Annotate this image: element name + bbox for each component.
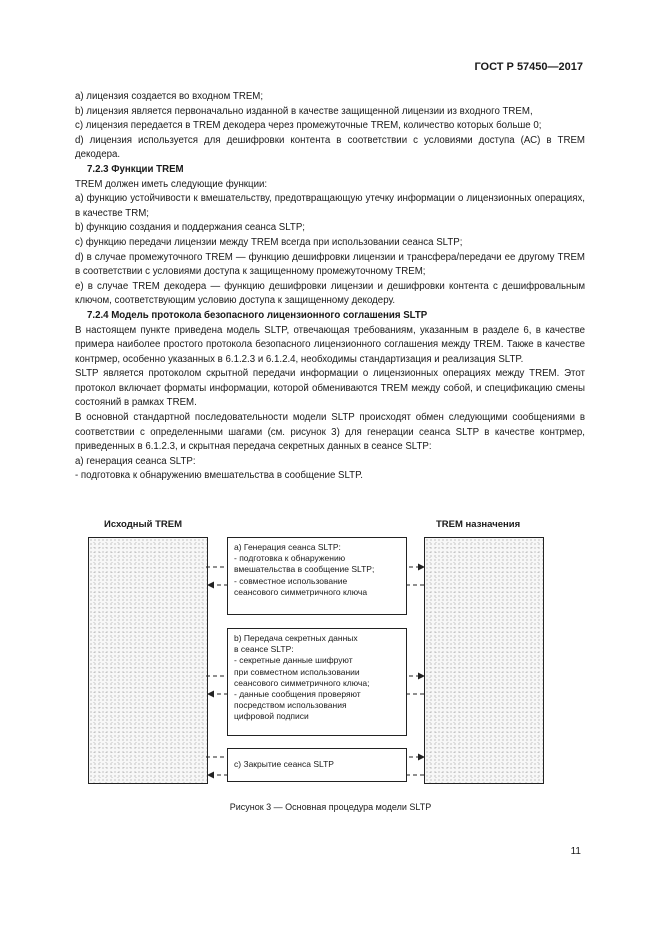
paragraph: с) лицензия передается в TREM декодера через промежуточные TREM, количество которых больше 0; xyxy=(75,120,542,132)
message-b-box: b) Передача секретных данных в сеансе SLTP: - секретные данные шифруют при совместном использовании сеансового симметричного ключа; - данные сообщения проверяют посредством использования цифровой подписи xyxy=(227,628,407,736)
paragraph: - подготовка к обнаружению вмешательства в сообщение SLTP. xyxy=(75,470,363,482)
paragraph: а) генерация сеанса SLTP: xyxy=(75,455,196,467)
paragraph: а) функцию устойчивости к вмешательству, предотвращающую утечку информации о лицензионных операциях, в качестве TRM; xyxy=(75,193,585,219)
section-heading-7-2-3: 7.2.3 Функции TREM xyxy=(87,163,184,175)
paragraph: В настоящем пункте приведена модель SLTP, отвечающая требованиям, указанным в разделе 6, в качестве примера наиболее простого протокола безопасного лицензионного соглашения между TREM. Также в качестве контрмер, особенно указанных в 6.1.2.3 и 6.1.2.4, необходимы стандартизация и реализация SLTP. xyxy=(75,324,585,365)
paragraph: d) лицензия используется для дешифровки контента в соответствии с условиями доступа (АС) в TREM декодера. xyxy=(75,134,585,161)
figure-caption: Рисунок 3 — Основная процедура модели SLTP xyxy=(229,802,432,812)
paragraph: а) лицензия создается во входном TREM; xyxy=(75,91,264,102)
message-a-box: а) Генерация сеанса SLTP: - подготовка к обнаружению вмешательства в сообщение SLTP; - совместное использование сеансового симметричного ключа xyxy=(227,537,407,615)
page-number: 11 xyxy=(570,846,581,857)
right-column-title: TREM назначения xyxy=(436,519,521,530)
message-c-box: c) Закрытие сеанса SLTP xyxy=(227,748,407,782)
paragraph: В основной стандартной последовательности модели SLTP происходят обмен следующими сообщениями в соответствии с определенными шагами (см. рисунок 3) для генерации сеанса SLTP в качестве контрмер, приведенных в 6.1.2.3, и скрытная передача секретных данных в сеансе SLTP: xyxy=(75,412,585,453)
left-column-title: Исходный TREM xyxy=(104,519,182,530)
paragraph: TREM должен иметь следующие функции: xyxy=(75,178,268,190)
paragraph: е) в случае TREM декодера — функцию дешифровки лицензии и дешифровки контента с дешифровальным ключом, соответствующим условию доступа к защищенному декодеру. xyxy=(75,280,585,307)
paragraph: d) в случае промежуточного TREM — функцию дешифровки лицензии и трансфера/передачи ее другому TREM в соответствии с условиями доступа к защищенному промежуточному TREM; xyxy=(75,251,585,278)
page-header: ГОСТ Р 57450—2017 xyxy=(474,61,583,73)
paragraph: b) лицензия является первоначально изданной в качестве защищенной лицензии из входного TREM, xyxy=(75,105,533,117)
paragraph: b) функцию создания и поддержания сеанса SLTP; xyxy=(75,222,305,234)
paragraph: с) функцию передачи лицензии между TREM всегда при использовании сеанса SLTP; xyxy=(75,236,463,248)
paragraph: SLTP является протоколом скрытной передачи информации о лицензионных операциях между TREM. Этот протокол включает форматы информации, которой обмениваются TREM между собой, и спецификацию смены состояний в рамках TREM. xyxy=(75,368,585,409)
section-heading-7-2-4: 7.2.4 Модель протокола безопасного лицензионного соглашения SLTP xyxy=(87,309,428,321)
